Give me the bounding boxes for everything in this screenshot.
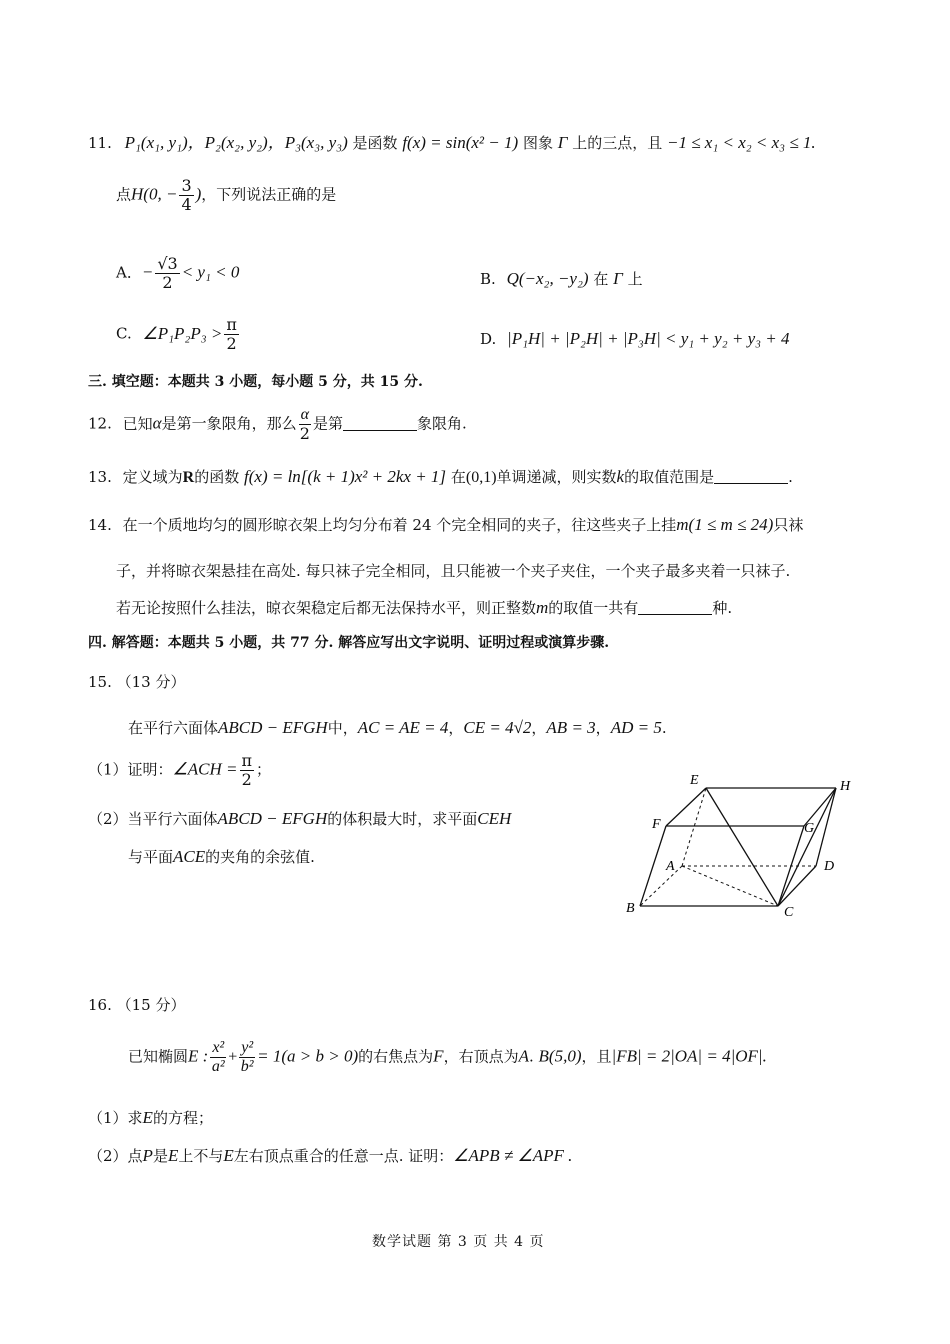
fraction-denominator: 2 <box>241 770 252 789</box>
q16-part2-text: 是 <box>152 1147 168 1165</box>
q12-text: 是第一象限角，那么 <box>161 414 297 433</box>
q16-text: . <box>528 1047 534 1066</box>
q11-text: 上的三点，且 <box>572 134 663 152</box>
q15-part2-text: 的夹角的余弦值. <box>205 848 315 866</box>
segment-CH <box>778 788 836 906</box>
q15-part1 <box>88 753 271 788</box>
q13-text: 的函数 <box>194 468 240 486</box>
fraction-numerator: 3 <box>181 176 192 195</box>
q15-part2-text: 与平面 <box>128 848 174 866</box>
q16-part2-E: E <box>167 1146 179 1165</box>
q14-text: 在一个质地均匀的圆形晾衣架上均匀分布着 24 个完全相同的夹子，往这些夹子上挂 <box>122 516 677 534</box>
q11-option-c <box>116 317 241 352</box>
q15-number: 15. （13 分） <box>88 673 186 691</box>
label-E: E <box>690 773 699 788</box>
q11-option-b <box>480 270 643 287</box>
q13-text: 的取值范围是 <box>624 468 715 486</box>
option-a-inequality: < y₁ < 0 <box>181 262 240 282</box>
edge-FB <box>640 826 666 906</box>
q16-part1-text: 的方程； <box>152 1109 213 1127</box>
q12-line <box>88 407 467 442</box>
q16-number: 16. （15 分） <box>88 996 186 1014</box>
q14-m-range: m(1 ≤ m ≤ 24) <box>676 515 774 534</box>
fraction-numerator: π <box>226 315 237 334</box>
fraction-numerator: π <box>241 751 253 770</box>
q15-stem <box>128 719 667 736</box>
fraction-numerator: √3 <box>157 254 178 273</box>
q14-line3 <box>116 599 732 616</box>
option-b-text: 在 <box>593 270 609 288</box>
q15-part2-label: （2）当平行六面体 <box>88 810 218 828</box>
q14-text: 只袜 <box>773 516 804 534</box>
fraction-denominator: 2 <box>162 273 173 292</box>
q11-line1 <box>88 134 816 151</box>
q14-text: 若无论按照什么挂法，晾衣架稳定后都无法保持水平，则正整数 <box>116 599 537 617</box>
q15-text: 在平行六面体 <box>128 719 219 737</box>
label-B: B <box>626 901 635 916</box>
q14-text: 的取值一共有 <box>548 599 639 617</box>
q11-point-close: ) <box>195 184 202 204</box>
q15-part1-fraction <box>240 753 255 788</box>
fraction-denominator: 4 <box>181 195 192 214</box>
q13-line <box>88 468 793 486</box>
q12-answer-blank[interactable] <box>343 416 417 431</box>
q16-part1-E: E <box>142 1108 153 1127</box>
q13-text: 在 <box>450 468 466 486</box>
q11-function: f(x) = sin(x² − 1) <box>402 133 519 152</box>
q16-stem <box>128 1040 767 1075</box>
option-label: B. <box>480 270 496 288</box>
section-4-header: 四. 解答题：本题共 5 小题，共 77 分. 解答应写出文字说明、证明过程或演算步骤. <box>88 635 610 651</box>
q15-part2-plane2: ACE <box>173 847 206 866</box>
fraction-denominator: 2 <box>299 424 310 443</box>
option-b-gamma: Γ <box>613 269 623 288</box>
label-D: D <box>824 859 835 874</box>
option-b-text: 上 <box>627 270 643 288</box>
q11-option-a <box>116 256 239 291</box>
fraction-denominator: 2 <box>226 334 237 353</box>
option-a-fraction <box>155 256 179 291</box>
q11-gamma: Γ <box>557 133 568 152</box>
q13-text: 定义域为 <box>122 468 183 486</box>
option-c-fraction <box>224 317 239 352</box>
fraction-numerator: α <box>300 406 310 423</box>
q16-condition: |FB| = 2|OA| = 4|OF|. <box>611 1046 767 1066</box>
q15-cond1: AC = AE = 4 <box>357 718 449 737</box>
parallelepiped-figure <box>620 770 880 920</box>
q16-ellipse-name: E : <box>188 1046 209 1066</box>
q16-part2-angles: ∠APB ≠ ∠APF . <box>453 1146 573 1165</box>
q16-part2-text: 左右顶点重合的任意一点. 证明： <box>233 1147 454 1165</box>
q13-k: k <box>616 467 625 486</box>
q13-number: 13. <box>88 468 112 486</box>
q16-text: 已知椭圆 <box>128 1047 189 1066</box>
q13-function: f(x) = ln[(k + 1)x² + 2kx + 1] <box>244 467 447 486</box>
q14-line1 <box>88 516 803 533</box>
q12-text: 是第 <box>313 414 344 433</box>
q15-text: . <box>661 719 667 737</box>
label-A: A <box>666 859 675 874</box>
label-F: F <box>652 817 661 832</box>
q15-part2-plane: CEH <box>477 809 512 828</box>
q11-points: P₁(x₁, y₁)，P₂(x₂, y₂)，P₃(x₃, y₃) <box>124 133 348 152</box>
label-G: G <box>804 821 815 836</box>
q16-part1 <box>88 1109 213 1126</box>
q15-cond4: AD = 5 <box>610 718 662 737</box>
label-C: C <box>784 905 794 920</box>
page-footer: 数学试题 第 3 页 共 4 页 <box>372 1234 545 1250</box>
fraction-numerator: y² <box>241 1039 254 1056</box>
option-b-point: Q(−x₂, −y₂) <box>506 269 589 288</box>
q12-number: 12. <box>88 414 112 433</box>
q11-condition: −1 ≤ x₁ < x₂ < x₃ ≤ 1. <box>666 133 816 152</box>
q16-part2-text: （2）点 <box>88 1147 143 1165</box>
q11-line2 <box>116 178 336 213</box>
fraction-denominator: b² <box>240 1058 254 1075</box>
q15-cond2: CE = 4√2 <box>463 718 532 737</box>
q16-A: A <box>518 1046 529 1066</box>
option-a-sign: − <box>141 262 154 282</box>
q15-text: 中， <box>327 719 358 737</box>
q15-part1-label: （1）证明： <box>88 760 173 779</box>
option-label: A． <box>116 263 142 282</box>
q16-text: 的右焦点为 <box>358 1047 434 1066</box>
q13-text: . <box>788 468 793 486</box>
q11-point-prefix: 点 <box>116 185 132 204</box>
q16-F: F <box>433 1046 444 1066</box>
q16-part2-text: 上不与 <box>178 1147 224 1165</box>
q15-part2-text: 的体积最大时，求平面 <box>327 810 478 828</box>
q15-text: ， <box>595 719 611 737</box>
q11-text: 图象 <box>522 134 553 152</box>
q16-plus: + <box>228 1048 238 1066</box>
segment-AC-hidden <box>682 866 778 906</box>
q15-part2-line1 <box>88 810 511 827</box>
q16-part2-E: E <box>223 1146 234 1165</box>
edge-CD <box>778 866 816 906</box>
q12-fraction <box>299 407 311 442</box>
option-label: C. <box>116 324 132 343</box>
q11-text: 是函数 <box>352 134 398 152</box>
q12-text: 已知 <box>122 414 153 433</box>
q15-part1-angle: ∠ACH = <box>172 759 238 779</box>
q12-text: 象限角. <box>417 414 467 433</box>
q15-cond3: AB = 3 <box>546 718 596 737</box>
q13-answer-blank[interactable] <box>714 469 788 484</box>
fraction-numerator: x² <box>212 1039 225 1056</box>
q11-fraction <box>179 178 193 213</box>
q16-part2-P: P <box>142 1146 153 1165</box>
option-c-angle: ∠P₁P₂P₃ > <box>142 323 223 343</box>
q11-number: 11. <box>88 134 112 152</box>
section-3-header: 三. 填空题：本题共 3 小题，每小题 5 分，共 15 分. <box>88 374 423 390</box>
option-d-inequality: |P₁H| + |P₂H| + |P₃H| < y₁ + y₂ + y₃ + 4 <box>507 329 790 348</box>
q16-B: B(5,0) <box>538 1046 582 1066</box>
q15-part2-solid: ABCD − EFGH <box>217 809 328 828</box>
q15-solid: ABCD − EFGH <box>218 718 328 737</box>
q15-text: ， <box>448 719 464 737</box>
fraction-denominator: a² <box>211 1058 225 1075</box>
q14-answer-blank[interactable] <box>638 600 712 615</box>
q16-part1-text: （1）求 <box>88 1109 143 1127</box>
label-H: H <box>840 779 851 794</box>
q11-point-h: H(0, − <box>131 184 178 204</box>
q16-fraction-y <box>239 1040 255 1075</box>
option-label: D. <box>480 330 497 348</box>
q16-equation: = 1(a > b > 0) <box>257 1046 359 1066</box>
q14-text: 种. <box>712 599 733 617</box>
q11-prompt: ，下列说法正确的是 <box>201 185 337 204</box>
q13-reals: R <box>182 469 195 486</box>
q14-number: 14. <box>88 516 112 534</box>
segment-EC <box>706 788 778 906</box>
q16-fraction-x <box>210 1040 226 1075</box>
q11-option-d <box>480 330 790 347</box>
q14-line2: 子，并将晾衣架悬挂在高处. 每只袜子完全相同，且只能被一个夹子夹住，一个夹子最多夹着一只袜子. <box>116 562 791 580</box>
q15-part2-line2 <box>128 848 315 865</box>
q12-alpha: α <box>152 413 162 433</box>
q16-text: ，且 <box>581 1047 612 1066</box>
q13-text: 单调递减，则实数 <box>496 468 617 486</box>
q15-text: ， <box>531 719 547 737</box>
q13-interval: (0,1) <box>465 469 497 486</box>
q15-part1-end: ； <box>256 760 272 779</box>
q14-m: m <box>536 598 549 617</box>
q16-part2 <box>88 1147 572 1164</box>
q16-text: ，右顶点为 <box>443 1047 519 1066</box>
